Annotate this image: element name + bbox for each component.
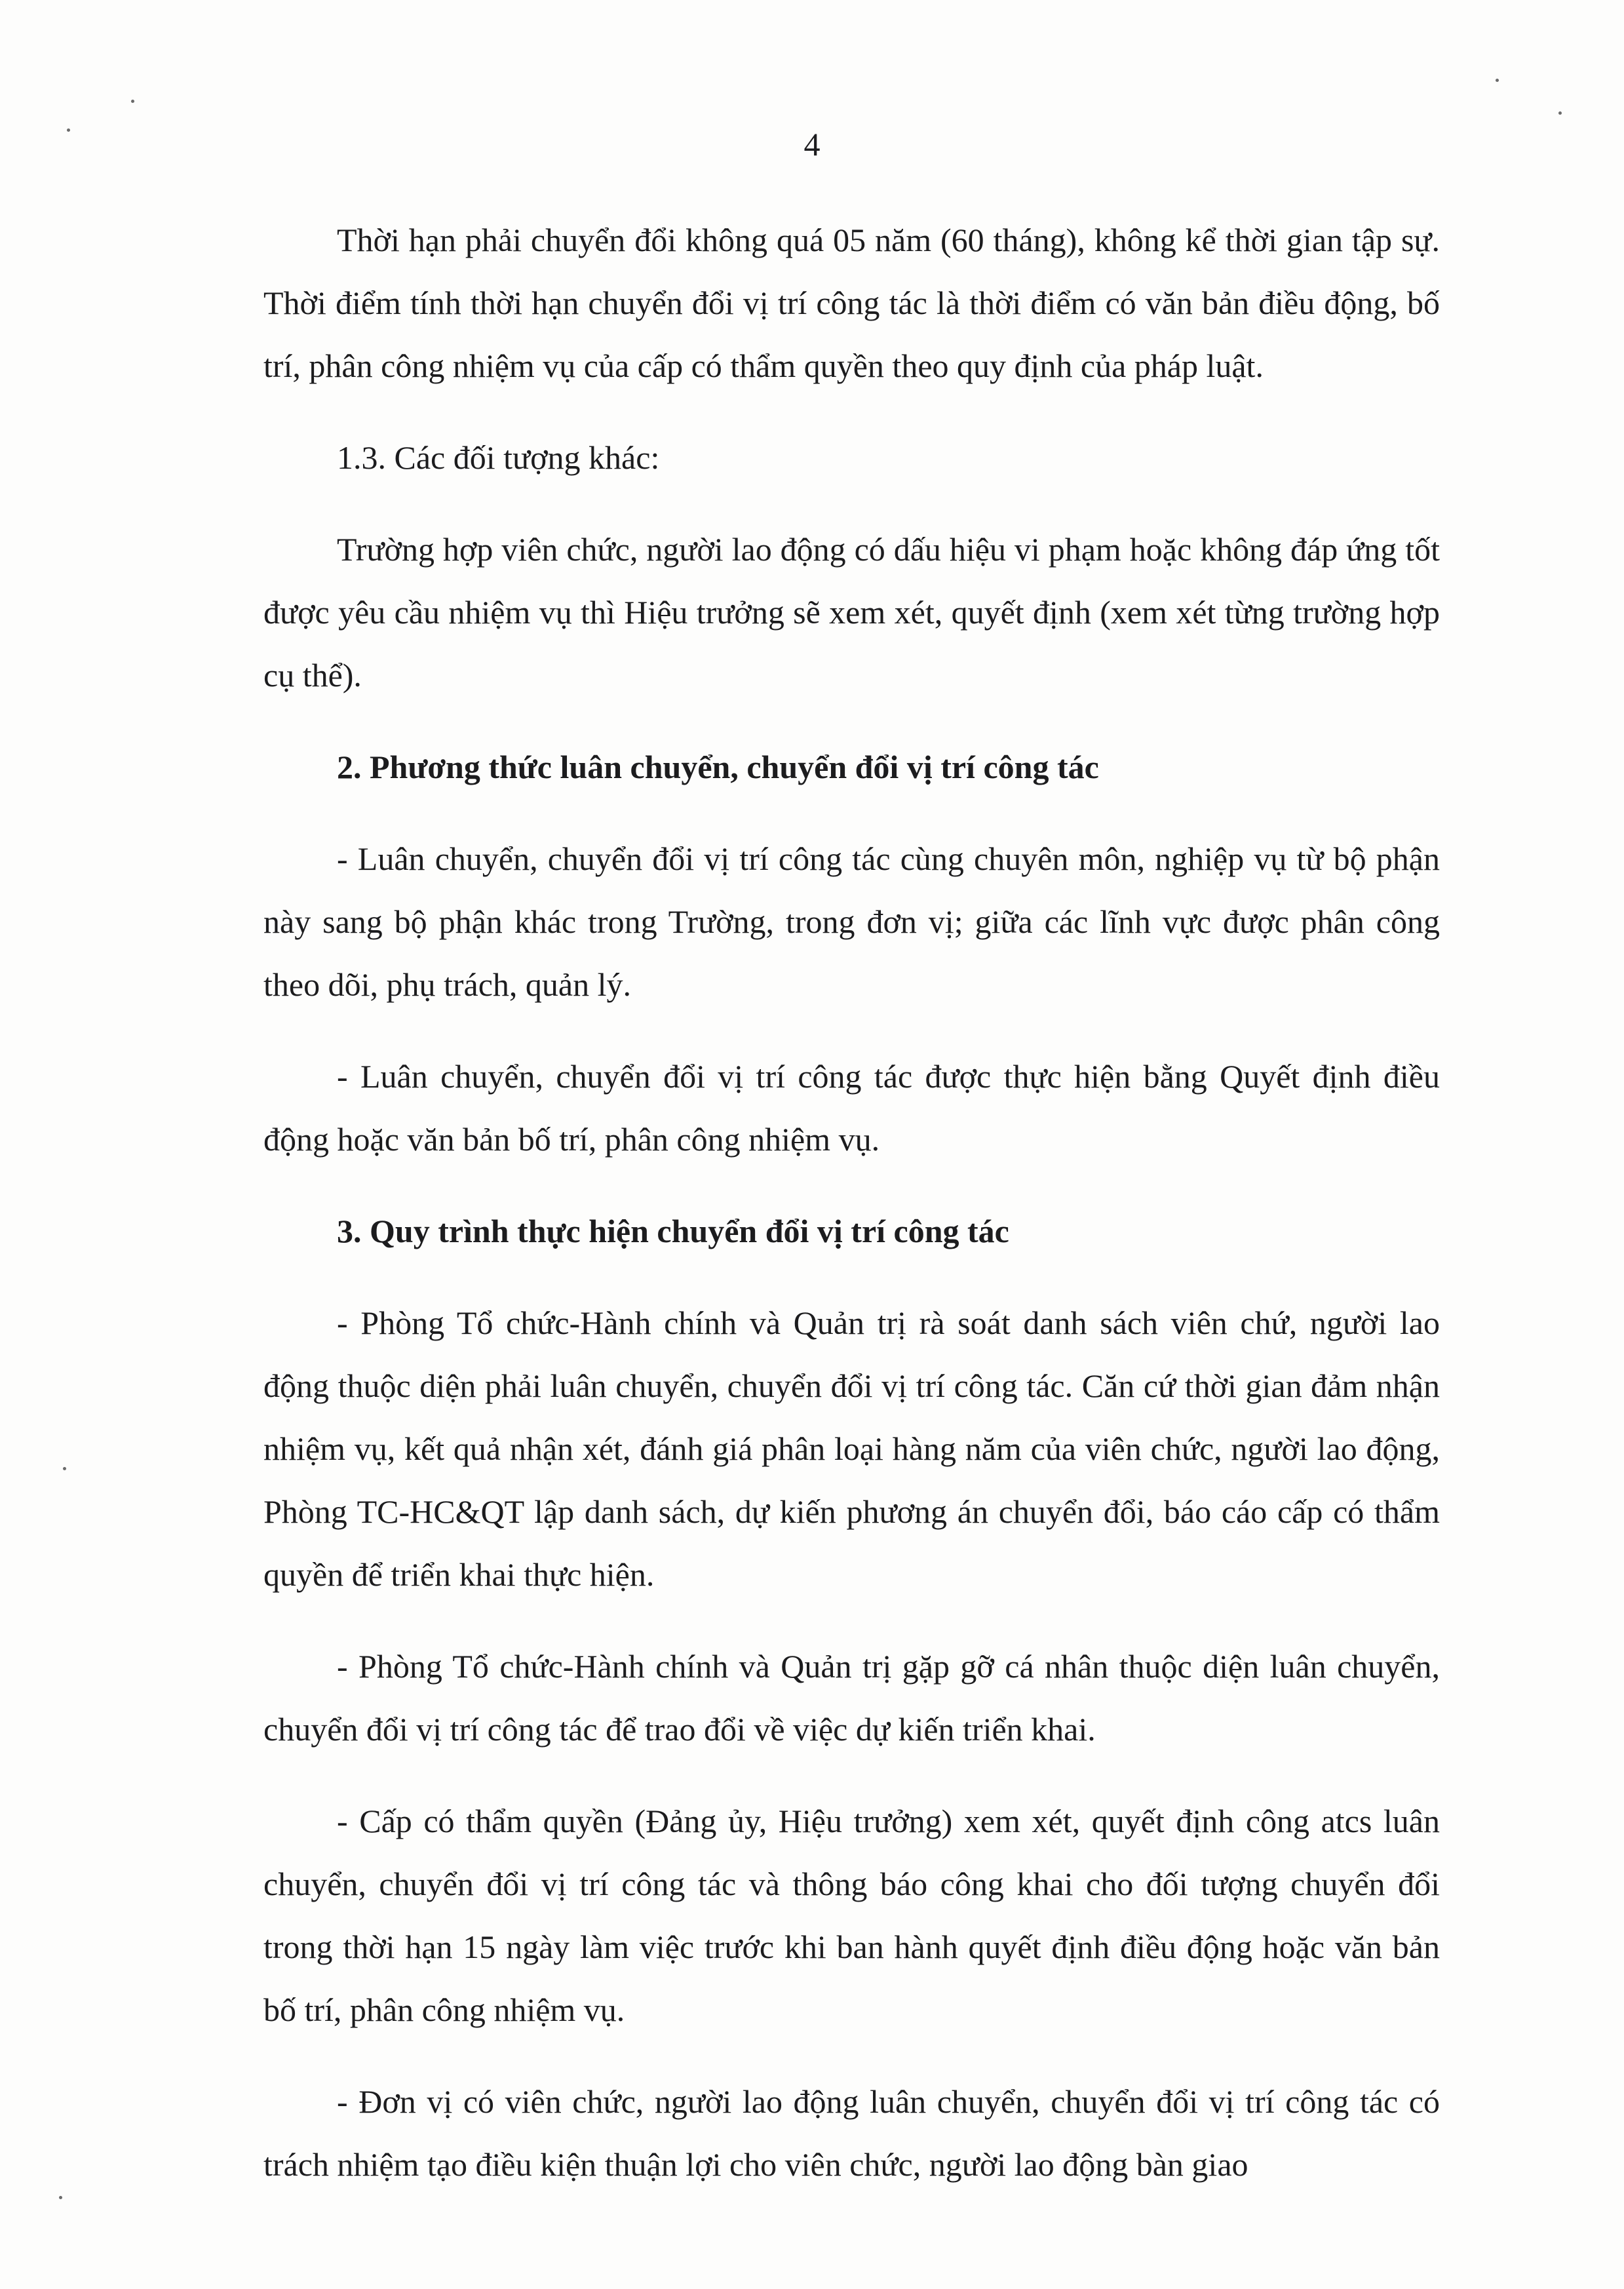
scan-speck [131,100,134,103]
document-body [263,208,1440,2225]
paragraph-probation-period: Thời hạn phải chuyển đổi không quá 05 năm (60 tháng), không kể thời gian tập sự. Thời điểm tính thời hạn chuyển đổi vị trí công tác là thời điểm có văn bản điều động, bố trí, phân công nhiệm vụ của cấp có thẩm quyền theo quy định của pháp luật. [263,222,1440,384]
scan-speck [1558,111,1562,115]
paragraph-rotation-decision: - Luân chuyển, chuyển đổi vị trí công tác được thực hiện bằng Quyết định điều động hoặc văn bản bố trí, phân công nhiệm vụ. [263,1058,1440,1158]
section-heading-rotation-method: 2. Phương thức luân chuyển, chuyển đổi vị trí công tác [337,749,1099,785]
section-heading-rotation-procedure: 3. Quy trình thực hiện chuyển đổi vị trí công tác [337,1213,1009,1249]
scan-speck [1496,79,1499,82]
scan-speck [59,2196,62,2199]
paragraph-procedure-review: - Phòng Tổ chức-Hành chính và Quản trị rà soát danh sách viên chứ, người lao động thuộc diện phải luân chuyển, chuyển đổi vị trí công tác. Căn cứ thời gian đảm nhận nhiệm vụ, kết quả nhận xét, đánh giá phân loại hàng năm của viên chức, người lao động, Phòng TC-HC&QT lập danh sách, dự kiến phương án chuyển đổi, báo cáo cấp có thẩm quyền để triển khai thực hiện. [263,1304,1440,1593]
paragraph-other-subjects: 1.3. Các đối tượng khác: [337,439,660,476]
scan-speck [63,1467,66,1470]
page-number: 4 [803,126,821,163]
paragraph-rotation-scope: - Luân chuyển, chuyển đổi vị trí công tác cùng chuyên môn, nghiệp vụ từ bộ phận này sang bộ phận khác trong Trường, trong đơn vị; giữa các lĩnh vực được phân công theo dõi, phụ trách, quản lý. [263,840,1440,1003]
paragraph-procedure-approval: - Cấp có thẩm quyền (Đảng ủy, Hiệu trưởng) xem xét, quyết định công atcs luân chuyển, chuyển đổi vị trí công tác và thông báo công khai cho đối tượng chuyển đổi trong thời hạn 15 ngày làm việc trước khi ban hành quyết định điều động hoặc văn bản bố trí, phân công nhiệm vụ. [263,1803,1440,2028]
paragraph-procedure-handover: - Đơn vị có viên chức, người lao động luân chuyển, chuyển đổi vị trí công tác có trách nhiệm tạo điều kiện thuận lợi cho viên chức, người lao động bàn giao [263,2083,1440,2183]
paragraph-violation-case: Trường hợp viên chức, người lao động có dấu hiệu vi phạm hoặc không đáp ứng tốt được yêu cầu nhiệm vụ thì Hiệu trưởng sẽ xem xét, quyết định (xem xét từng trường hợp cụ thể). [263,531,1440,694]
paragraph-procedure-meeting: - Phòng Tổ chức-Hành chính và Quản trị gặp gỡ cá nhân thuộc diện luân chuyển, chuyển đổi vị trí công tác để trao đổi về việc dự kiến triển khai. [263,1648,1440,1748]
